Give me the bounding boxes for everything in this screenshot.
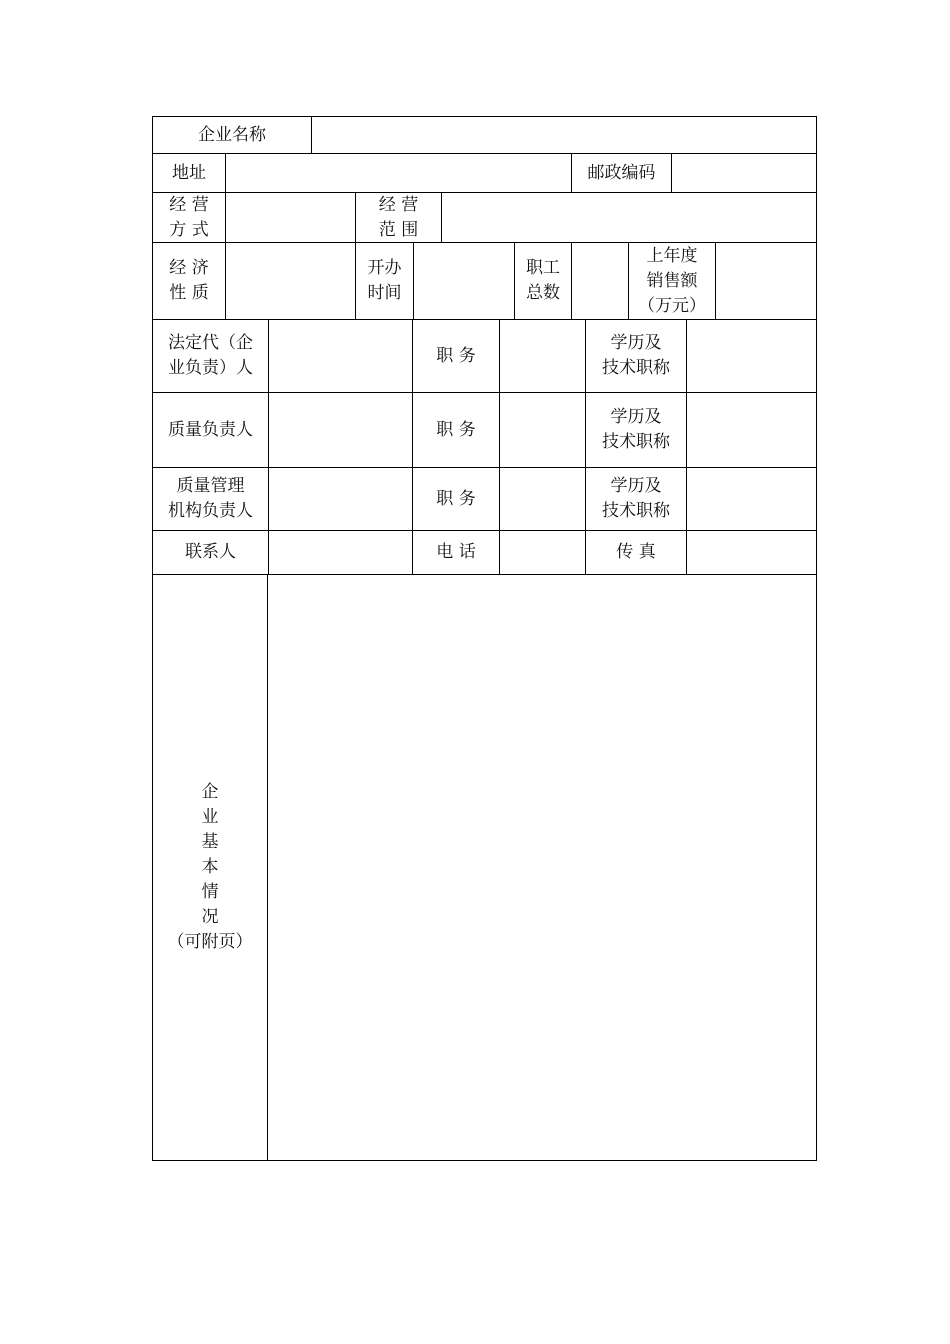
postcode-field[interactable] bbox=[672, 154, 816, 192]
qm-dept-head-position-label: 职 务 bbox=[436, 488, 476, 509]
contact-person-field[interactable] bbox=[269, 531, 412, 574]
basic-info-field[interactable] bbox=[268, 575, 816, 1160]
fax-label: 传 真 bbox=[616, 542, 656, 562]
staff-total-label: 职工 总数 bbox=[526, 258, 560, 303]
founded-time-label: 开办 时间 bbox=[367, 258, 402, 303]
last-year-sales-field[interactable] bbox=[716, 243, 816, 319]
quality-head-education-field[interactable] bbox=[687, 393, 816, 467]
qm-dept-head-field[interactable] bbox=[269, 468, 412, 530]
legal-representative-field[interactable] bbox=[269, 320, 412, 392]
form-border-right bbox=[816, 116, 817, 1161]
legal-rep-position-label: 职 务 bbox=[436, 345, 476, 366]
fax-field[interactable] bbox=[687, 531, 816, 574]
enterprise-name-field[interactable] bbox=[312, 117, 816, 153]
economic-nature-label: 经 济 性 质 bbox=[169, 258, 209, 303]
legal-representative-label: 法定代（企 业负责）人 bbox=[168, 333, 253, 378]
legal-rep-position-field[interactable] bbox=[500, 320, 585, 392]
quality-head-education-label: 学历及 技术职称 bbox=[602, 407, 670, 452]
basic-info-label: 企 业 基 本 情 况 （可附页） bbox=[167, 782, 253, 952]
form-border-bottom bbox=[152, 1160, 817, 1161]
quality-head-label: 质量负责人 bbox=[168, 419, 253, 440]
contact-person-label: 联系人 bbox=[185, 542, 236, 562]
qm-dept-head-position-field[interactable] bbox=[500, 468, 585, 530]
qm-dept-head-education-field[interactable] bbox=[687, 468, 816, 530]
economic-nature-field[interactable] bbox=[226, 243, 355, 319]
quality-head-position-field[interactable] bbox=[500, 393, 585, 467]
enterprise-name-label: 企业名称 bbox=[198, 124, 266, 145]
business-mode-label: 经 营 方 式 bbox=[169, 194, 209, 240]
phone-field[interactable] bbox=[500, 531, 585, 574]
legal-rep-education-field[interactable] bbox=[687, 320, 816, 392]
founded-time-field[interactable] bbox=[414, 243, 514, 319]
postcode-label: 邮政编码 bbox=[587, 162, 656, 183]
last-year-sales-label: 上年度 销售额 （万元） bbox=[638, 245, 706, 316]
quality-head-field[interactable] bbox=[269, 393, 412, 467]
business-mode-field[interactable] bbox=[226, 193, 355, 242]
business-scope-field[interactable] bbox=[442, 193, 816, 242]
address-field[interactable] bbox=[226, 154, 571, 192]
business-scope-label: 经 营 范 围 bbox=[378, 194, 419, 240]
qm-dept-head-label: 质量管理 机构负责人 bbox=[168, 476, 253, 521]
legal-rep-education-label: 学历及 技术职称 bbox=[602, 333, 670, 378]
quality-head-position-label: 职 务 bbox=[436, 419, 476, 440]
qm-dept-head-education-label: 学历及 技术职称 bbox=[602, 476, 670, 521]
phone-label: 电 话 bbox=[436, 542, 476, 562]
staff-total-field[interactable] bbox=[572, 243, 628, 319]
address-label: 地址 bbox=[172, 162, 206, 183]
